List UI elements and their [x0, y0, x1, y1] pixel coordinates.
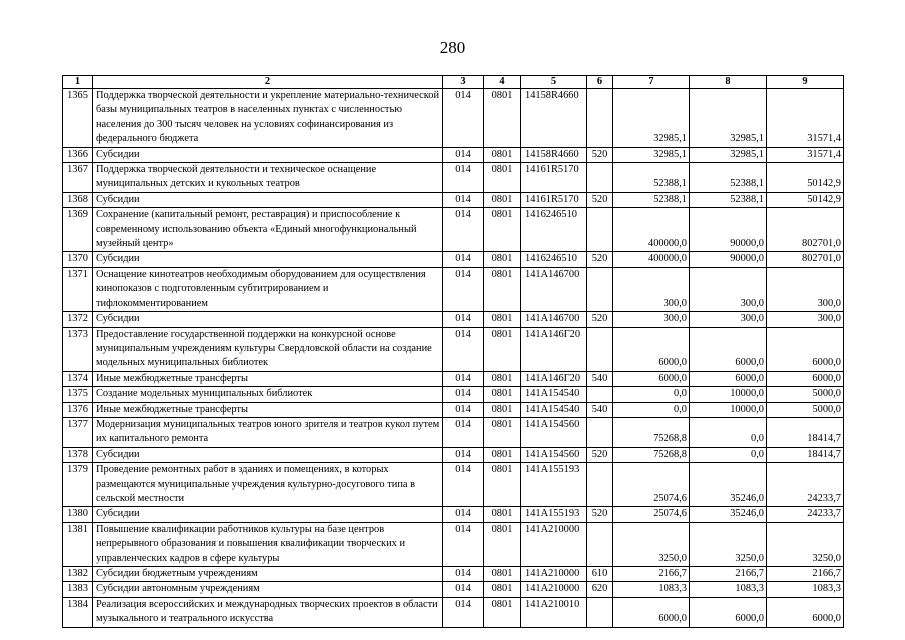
- amount-col-8: 90000,0: [690, 252, 767, 267]
- amount-col-7: 75268,8: [613, 417, 690, 447]
- amount-col-9: 2166,7: [767, 567, 844, 582]
- target-article-code: 141A210000: [521, 582, 587, 597]
- section-code: 0801: [484, 163, 521, 193]
- row-description: Сохранение (капитальный ремонт, реставрация) и приспособление к современному использованию объекта «Единый многофункциональный музейный центр»: [93, 208, 443, 252]
- row-description: Создание модельных муниципальных библиотек: [93, 387, 443, 402]
- table-row: [63, 582, 844, 597]
- expense-type-code: 520: [587, 147, 613, 162]
- row-number: 1380: [63, 507, 93, 522]
- amount-col-7: 400000,0: [613, 208, 690, 252]
- ministry-code: 014: [443, 387, 484, 402]
- table-row: [63, 447, 844, 462]
- section-code: 0801: [484, 417, 521, 447]
- expense-type-code: 540: [587, 402, 613, 417]
- amount-col-9: 5000,0: [767, 387, 844, 402]
- row-description: Субсидии: [93, 447, 443, 462]
- table-row: [63, 192, 844, 207]
- col-header-6: 6: [587, 76, 613, 89]
- row-description: Реализация всероссийских и международных творческих проектов в области музыкального и театрального искусства: [93, 597, 443, 627]
- section-code: 0801: [484, 507, 521, 522]
- row-number: 1365: [63, 89, 93, 148]
- table-row: [63, 371, 844, 386]
- amount-col-9: 24233,7: [767, 463, 844, 507]
- table-row: [63, 507, 844, 522]
- section-code: 0801: [484, 567, 521, 582]
- amount-col-7: 25074,6: [613, 463, 690, 507]
- amount-col-7: 300,0: [613, 312, 690, 327]
- row-description: Поддержка творческой деятельности и техническое оснащение муниципальных детских и кукольных театров: [93, 163, 443, 193]
- row-description: Повышение квалификации работников культуры на базе центров непрерывного образования и повышения квалификации творческих и управленческих кадров в сфере культуры: [93, 522, 443, 566]
- ministry-code: 014: [443, 89, 484, 148]
- amount-col-7: 400000,0: [613, 252, 690, 267]
- col-header-1: 1: [63, 76, 93, 89]
- amount-col-7: 300,0: [613, 267, 690, 311]
- row-number: 1376: [63, 402, 93, 417]
- amount-col-7: 32985,1: [613, 147, 690, 162]
- expense-type-code: 620: [587, 582, 613, 597]
- amount-col-9: 300,0: [767, 267, 844, 311]
- amount-col-8: 35246,0: [690, 507, 767, 522]
- amount-col-9: 1083,3: [767, 582, 844, 597]
- row-number: 1371: [63, 267, 93, 311]
- ministry-code: 014: [443, 267, 484, 311]
- row-number: 1374: [63, 371, 93, 386]
- row-number: 1366: [63, 147, 93, 162]
- ministry-code: 014: [443, 163, 484, 193]
- row-number: 1381: [63, 522, 93, 566]
- amount-col-8: 3250,0: [690, 522, 767, 566]
- amount-col-8: 2166,7: [690, 567, 767, 582]
- section-code: 0801: [484, 522, 521, 566]
- table-row: [63, 387, 844, 402]
- table-row: [63, 89, 844, 148]
- table-row: [63, 267, 844, 311]
- ministry-code: 014: [443, 522, 484, 566]
- section-code: 0801: [484, 192, 521, 207]
- section-code: 0801: [484, 463, 521, 507]
- table-row: [63, 597, 844, 627]
- target-article-code: 1416246510: [521, 252, 587, 267]
- target-article-code: 141A146700: [521, 312, 587, 327]
- ministry-code: 014: [443, 208, 484, 252]
- table-row: [63, 402, 844, 417]
- table-row: [63, 163, 844, 193]
- col-header-2: 2: [93, 76, 443, 89]
- ministry-code: 014: [443, 371, 484, 386]
- amount-col-8: 1083,3: [690, 582, 767, 597]
- expense-type-code: 520: [587, 252, 613, 267]
- row-number: 1372: [63, 312, 93, 327]
- col-header-4: 4: [484, 76, 521, 89]
- expense-type-code: 540: [587, 371, 613, 386]
- expense-type-code: [587, 597, 613, 627]
- amount-col-9: 50142,9: [767, 163, 844, 193]
- row-description: Поддержка творческой деятельности и укрепление материально-технической базы муниципальных театров в населенных пунктах с численностью населения до 300 тысяч человек на условиях софинансирования из федерального бюджета: [93, 89, 443, 148]
- amount-col-9: 24233,7: [767, 507, 844, 522]
- row-number: 1377: [63, 417, 93, 447]
- ministry-code: 014: [443, 567, 484, 582]
- expense-type-code: [587, 417, 613, 447]
- budget-table: [62, 75, 844, 628]
- row-description: Субсидии автономным учреждениям: [93, 582, 443, 597]
- target-article-code: 1416246510: [521, 208, 587, 252]
- amount-col-8: 10000,0: [690, 387, 767, 402]
- target-article-code: 141A154540: [521, 387, 587, 402]
- target-article-code: 141A210000: [521, 522, 587, 566]
- row-number: 1367: [63, 163, 93, 193]
- amount-col-9: 18414,7: [767, 417, 844, 447]
- amount-col-7: 25074,6: [613, 507, 690, 522]
- amount-col-9: 300,0: [767, 312, 844, 327]
- col-header-7: 7: [613, 76, 690, 89]
- header-row: [63, 76, 844, 89]
- row-number: 1383: [63, 582, 93, 597]
- col-header-5: 5: [521, 76, 587, 89]
- amount-col-8: 32985,1: [690, 147, 767, 162]
- target-article-code: 141A154560: [521, 417, 587, 447]
- table-row: [63, 327, 844, 371]
- table-row: [63, 567, 844, 582]
- amount-col-8: 32985,1: [690, 89, 767, 148]
- row-number: 1378: [63, 447, 93, 462]
- expense-type-code: 610: [587, 567, 613, 582]
- target-article-code: 14161R5170: [521, 163, 587, 193]
- table-row: [63, 208, 844, 252]
- section-code: 0801: [484, 312, 521, 327]
- amount-col-7: 6000,0: [613, 327, 690, 371]
- amount-col-9: 50142,9: [767, 192, 844, 207]
- section-code: 0801: [484, 89, 521, 148]
- row-description: Иные межбюджетные трансферты: [93, 402, 443, 417]
- target-article-code: 141A155193: [521, 507, 587, 522]
- ministry-code: 014: [443, 507, 484, 522]
- amount-col-7: 2166,7: [613, 567, 690, 582]
- amount-col-9: 18414,7: [767, 447, 844, 462]
- amount-col-8: 0,0: [690, 417, 767, 447]
- section-code: 0801: [484, 447, 521, 462]
- ministry-code: 014: [443, 447, 484, 462]
- amount-col-9: 31571,4: [767, 89, 844, 148]
- table-row: [63, 417, 844, 447]
- expense-type-code: [587, 267, 613, 311]
- ministry-code: 014: [443, 463, 484, 507]
- target-article-code: 141A155193: [521, 463, 587, 507]
- table-row: [63, 252, 844, 267]
- row-description: Иные межбюджетные трансферты: [93, 371, 443, 386]
- row-description: Субсидии: [93, 192, 443, 207]
- amount-col-8: 35246,0: [690, 463, 767, 507]
- ministry-code: 014: [443, 417, 484, 447]
- amount-col-7: 6000,0: [613, 371, 690, 386]
- target-article-code: 141A146700: [521, 267, 587, 311]
- amount-col-9: 6000,0: [767, 597, 844, 627]
- amount-col-9: 3250,0: [767, 522, 844, 566]
- target-article-code: 14161R5170: [521, 192, 587, 207]
- ministry-code: 014: [443, 597, 484, 627]
- ministry-code: 014: [443, 147, 484, 162]
- row-number: 1373: [63, 327, 93, 371]
- row-description: Субсидии: [93, 147, 443, 162]
- expense-type-code: [587, 522, 613, 566]
- row-description: Субсидии: [93, 507, 443, 522]
- row-description: Модернизация муниципальных театров юного зрителя и театров кукол путем их капитального ремонта: [93, 417, 443, 447]
- amount-col-9: 802701,0: [767, 208, 844, 252]
- ministry-code: 014: [443, 252, 484, 267]
- row-number: 1384: [63, 597, 93, 627]
- page-number: 280: [439, 38, 466, 57]
- row-description: Субсидии: [93, 312, 443, 327]
- row-description: Предоставление государственной поддержки на конкурсной основе муниципальным учреждениям культуры Свердловской области на создание модельных муниципальных библиотек: [93, 327, 443, 371]
- expense-type-code: [587, 163, 613, 193]
- amount-col-9: 31571,4: [767, 147, 844, 162]
- section-code: 0801: [484, 597, 521, 627]
- amount-col-9: 6000,0: [767, 371, 844, 386]
- amount-col-9: 802701,0: [767, 252, 844, 267]
- target-article-code: 141A210000: [521, 567, 587, 582]
- expense-type-code: 520: [587, 507, 613, 522]
- expense-type-code: [587, 463, 613, 507]
- amount-col-7: 3250,0: [613, 522, 690, 566]
- section-code: 0801: [484, 582, 521, 597]
- amount-col-7: 6000,0: [613, 597, 690, 627]
- amount-col-7: 32985,1: [613, 89, 690, 148]
- expense-type-code: [587, 327, 613, 371]
- amount-col-8: 90000,0: [690, 208, 767, 252]
- amount-col-7: 75268,8: [613, 447, 690, 462]
- row-number: 1382: [63, 567, 93, 582]
- ministry-code: 014: [443, 402, 484, 417]
- target-article-code: 141A210010: [521, 597, 587, 627]
- expense-type-code: [587, 208, 613, 252]
- amount-col-8: 0,0: [690, 447, 767, 462]
- table-row: [63, 147, 844, 162]
- section-code: 0801: [484, 208, 521, 252]
- amount-col-8: 52388,1: [690, 192, 767, 207]
- amount-col-9: 5000,0: [767, 402, 844, 417]
- target-article-code: 141A146Г20: [521, 371, 587, 386]
- ministry-code: 014: [443, 327, 484, 371]
- target-article-code: 141A154540: [521, 402, 587, 417]
- section-code: 0801: [484, 267, 521, 311]
- table-body: [63, 89, 844, 628]
- amount-col-8: 6000,0: [690, 597, 767, 627]
- row-number: 1370: [63, 252, 93, 267]
- amount-col-8: 300,0: [690, 267, 767, 311]
- row-number: 1368: [63, 192, 93, 207]
- col-header-8: 8: [690, 76, 767, 89]
- row-description: Проведение ремонтных работ в зданиях и помещениях, в которых размещаются муниципальные учреждения культурно-досугового типа в сельской местности: [93, 463, 443, 507]
- amount-col-7: 0,0: [613, 387, 690, 402]
- amount-col-8: 6000,0: [690, 327, 767, 371]
- section-code: 0801: [484, 327, 521, 371]
- amount-col-7: 52388,1: [613, 192, 690, 207]
- col-header-3: 3: [443, 76, 484, 89]
- ministry-code: 014: [443, 192, 484, 207]
- row-description: Субсидии: [93, 252, 443, 267]
- section-code: 0801: [484, 402, 521, 417]
- target-article-code: 141A146Г20: [521, 327, 587, 371]
- expense-type-code: 520: [587, 312, 613, 327]
- amount-col-7: 52388,1: [613, 163, 690, 193]
- amount-col-7: 1083,3: [613, 582, 690, 597]
- section-code: 0801: [484, 147, 521, 162]
- row-number: 1375: [63, 387, 93, 402]
- expense-type-code: 520: [587, 447, 613, 462]
- expense-type-code: [587, 387, 613, 402]
- target-article-code: 14158R4660: [521, 89, 587, 148]
- ministry-code: 014: [443, 582, 484, 597]
- target-article-code: 141A154560: [521, 447, 587, 462]
- amount-col-8: 6000,0: [690, 371, 767, 386]
- expense-type-code: [587, 89, 613, 148]
- row-description: Оснащение кинотеатров необходимым оборудованием для осуществления кинопоказов с подготовленным субтитрированием и тифлокомментированием: [93, 267, 443, 311]
- table-row: [63, 312, 844, 327]
- section-code: 0801: [484, 387, 521, 402]
- target-article-code: 14158R4660: [521, 147, 587, 162]
- col-header-9: 9: [767, 76, 844, 89]
- expense-type-code: 520: [587, 192, 613, 207]
- row-number: 1379: [63, 463, 93, 507]
- table-row: [63, 463, 844, 507]
- ministry-code: 014: [443, 312, 484, 327]
- amount-col-8: 300,0: [690, 312, 767, 327]
- section-code: 0801: [484, 252, 521, 267]
- row-description: Субсидии бюджетным учреждениям: [93, 567, 443, 582]
- amount-col-8: 10000,0: [690, 402, 767, 417]
- amount-col-9: 6000,0: [767, 327, 844, 371]
- amount-col-8: 52388,1: [690, 163, 767, 193]
- amount-col-7: 0,0: [613, 402, 690, 417]
- table-row: [63, 522, 844, 566]
- section-code: 0801: [484, 371, 521, 386]
- row-number: 1369: [63, 208, 93, 252]
